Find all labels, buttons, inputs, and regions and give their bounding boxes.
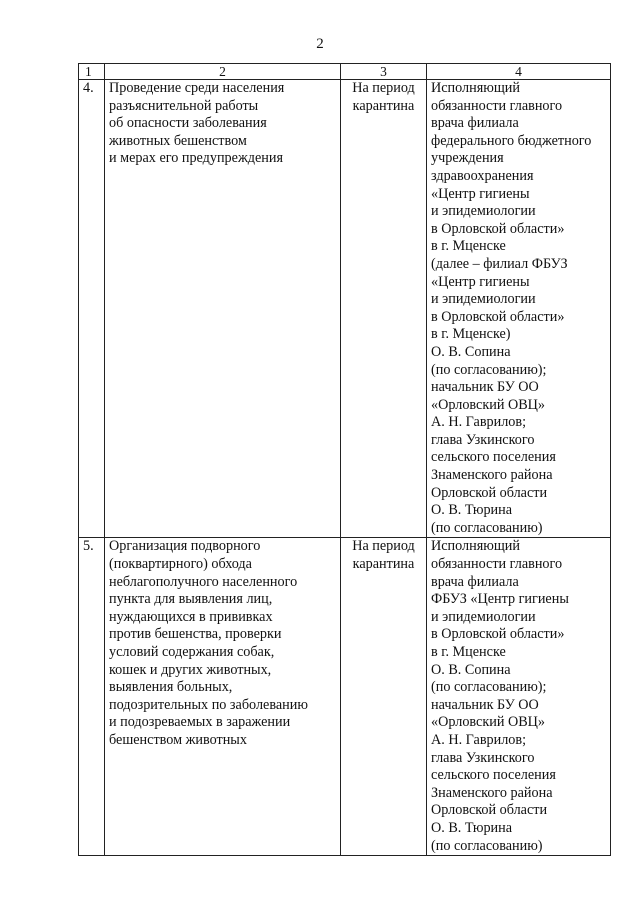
responsible-cell-line: ФБУЗ «Центр гигиены bbox=[431, 591, 569, 608]
responsible-cell-line: (по согласованию); bbox=[431, 361, 547, 378]
responsible-cell-line: учреждения bbox=[431, 150, 504, 167]
responsible-cell-line: в Орловской области» bbox=[431, 626, 565, 643]
responsible-cell-line: обязанности главного bbox=[431, 97, 563, 114]
measure-cell-line: (поквартирного) обхода bbox=[109, 556, 252, 573]
table-header-row bbox=[79, 64, 611, 80]
responsible-cell-line: О. В. Сопина bbox=[431, 343, 511, 360]
column-header-measure: 2 bbox=[105, 64, 341, 80]
measure-cell-line: и мерах его предупреждения bbox=[109, 150, 283, 167]
responsible-cell-line: А. Н. Гаврилов; bbox=[431, 731, 527, 748]
responsible-cell-line: «Орловский ОВЦ» bbox=[431, 396, 546, 413]
term-cell bbox=[341, 80, 427, 538]
responsible-cell-line: «Центр гигиены bbox=[431, 273, 530, 290]
column-header-responsible: 4 bbox=[427, 64, 611, 80]
row-number: 4. bbox=[79, 80, 105, 538]
responsible-cell-line: в г. Мценске bbox=[431, 644, 506, 660]
measure-cell-line: выявления больных, bbox=[109, 679, 233, 696]
responsible-cell-line: в Орловской области» bbox=[431, 308, 565, 325]
measure-cell-line: Проведение среди населения bbox=[109, 80, 285, 96]
responsible-cell-line: здравоохранения bbox=[431, 167, 534, 184]
responsible-cell-line: О. В. Тюрина bbox=[431, 502, 513, 519]
responsible-cell-line: врача филиала bbox=[431, 115, 519, 132]
responsible-cell-line: глава Узкинского bbox=[431, 431, 535, 448]
measure-cell-line: нуждающихся в прививках bbox=[109, 608, 273, 625]
row-number: 5. bbox=[79, 538, 105, 856]
measure-cell bbox=[105, 538, 341, 856]
responsible-cell-line: (далее – филиал ФБУЗ bbox=[431, 255, 568, 272]
table-row bbox=[79, 80, 611, 538]
responsible-cell-line: (по согласованию) bbox=[431, 519, 543, 536]
table-row bbox=[79, 538, 611, 856]
responsible-cell-line: федерального бюджетного bbox=[431, 132, 592, 149]
measure-cell bbox=[105, 80, 341, 538]
responsible-cell bbox=[427, 80, 611, 538]
responsible-cell-line: «Орловский ОВЦ» bbox=[431, 714, 546, 731]
column-header-term: 3 bbox=[341, 64, 427, 80]
measure-cell-line: Организация подворного bbox=[109, 538, 261, 555]
term-cell-line: карантина bbox=[352, 97, 415, 114]
responsible-cell-line: и эпидемиологии bbox=[431, 291, 536, 308]
responsible-cell-line: Исполняющий bbox=[431, 538, 520, 555]
responsible-cell-line: сельского поселения bbox=[431, 449, 556, 466]
term-cell-line: На период bbox=[352, 538, 415, 555]
measure-cell-line: и подозреваемых в заражении bbox=[109, 714, 291, 731]
responsible-cell-line: Орловской области bbox=[431, 484, 548, 501]
responsible-cell-line: и эпидемиологии bbox=[431, 608, 536, 625]
responsible-cell-line: «Центр гигиены bbox=[431, 185, 530, 202]
responsible-cell-line: А. Н. Гаврилов; bbox=[431, 414, 527, 431]
column-header-number: 1 bbox=[79, 64, 105, 80]
measure-cell-line: неблагополучного населенного bbox=[109, 573, 298, 590]
page-number: 2 bbox=[316, 36, 324, 52]
measure-cell-line: условий содержания собак, bbox=[109, 644, 275, 660]
measure-cell-line: против бешенства, проверки bbox=[109, 626, 282, 643]
responsible-cell-line: и эпидемиологии bbox=[431, 203, 536, 220]
measure-cell-line: бешенством животных bbox=[109, 731, 247, 748]
responsible-cell-line: начальник БУ ОО bbox=[431, 379, 539, 396]
responsible-cell-line: в Орловской области» bbox=[431, 220, 565, 237]
measure-cell-line: кошек и других животных, bbox=[109, 661, 272, 678]
term-cell-line: карантина bbox=[352, 556, 415, 573]
measure-cell-line: разъяснительной работы bbox=[109, 97, 259, 114]
responsible-cell-line: врача филиала bbox=[431, 573, 519, 590]
responsible-cell-line: глава Узкинского bbox=[431, 749, 535, 766]
term-cell-line: На период bbox=[352, 80, 415, 96]
responsible-cell bbox=[427, 538, 611, 856]
responsible-cell-line: в г. Мценске bbox=[431, 238, 506, 255]
responsible-cell-line: (по согласованию); bbox=[431, 679, 547, 696]
responsible-cell-line: (по согласованию) bbox=[431, 837, 543, 854]
responsible-cell-line: обязанности главного bbox=[431, 556, 563, 573]
responsible-cell-line: Знаменского района bbox=[431, 467, 553, 484]
measure-cell-line: об опасности заболевания bbox=[109, 115, 267, 132]
responsible-cell-line: в г. Мценске) bbox=[431, 326, 511, 343]
responsible-cell-line: начальник БУ ОО bbox=[431, 696, 539, 713]
responsible-cell-line: О. В. Сопина bbox=[431, 661, 511, 678]
responsible-cell-line: Знаменского района bbox=[431, 784, 553, 801]
measures-table bbox=[78, 63, 611, 856]
measure-cell-line: пункта для выявления лиц, bbox=[109, 591, 273, 608]
measure-cell-line: подозрительных по заболеванию bbox=[109, 696, 308, 713]
measure-cell-line: животных бешенством bbox=[109, 132, 247, 149]
responsible-cell-line: Исполняющий bbox=[431, 80, 520, 96]
responsible-cell-line: О. В. Тюрина bbox=[431, 819, 513, 836]
responsible-cell-line: Орловской области bbox=[431, 802, 548, 819]
responsible-cell-line: сельского поселения bbox=[431, 767, 556, 784]
term-cell bbox=[341, 538, 427, 856]
